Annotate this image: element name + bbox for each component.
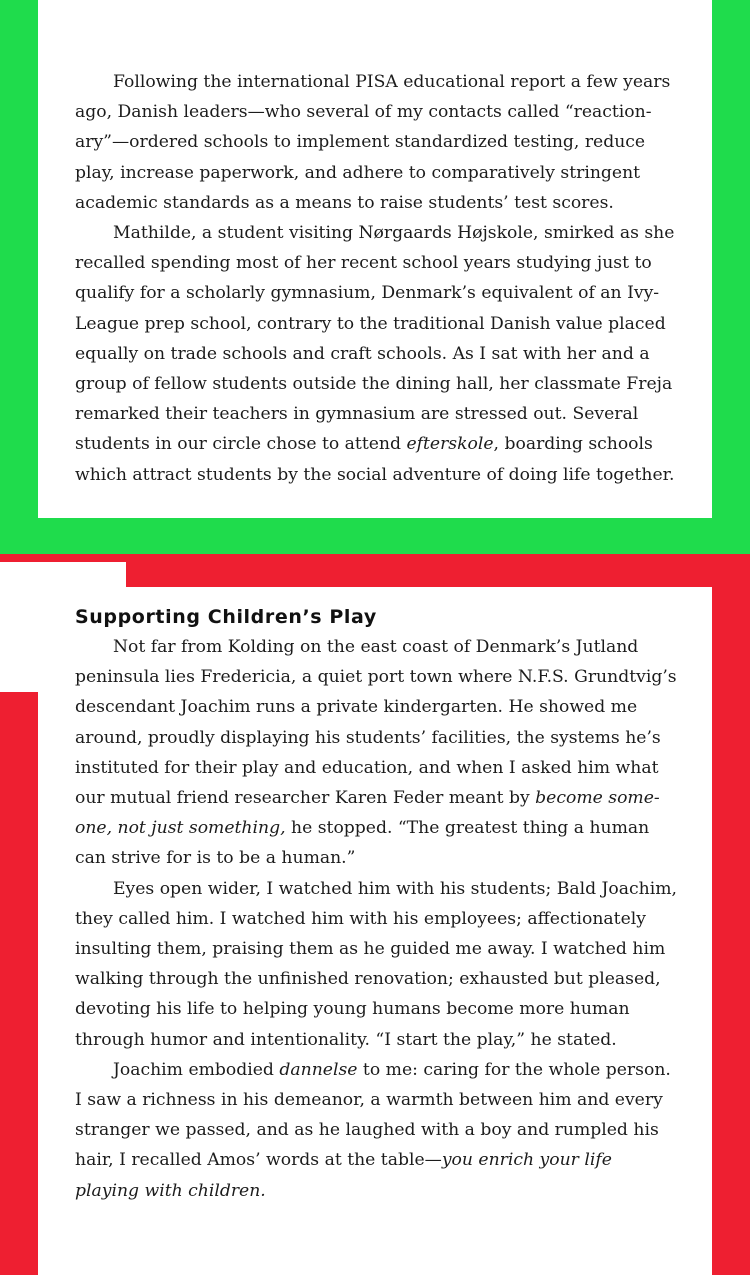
section-heading: Supporting Children’s Play bbox=[75, 606, 377, 628]
paragraph-text: Not far from Kolding on the east coast of Denmark’s Jutland peninsula lies Fredericia, a quiet port town where N.F.S. Grundtvig’s descendant Joachim runs a private kindergarten. He showed me around, proudly displaying his students’ facilities, the systems he’s instituted for their play and education, and when I asked him what our mutual friend researcher Karen Feder meant by bbox=[75, 637, 677, 809]
body-paragraph: Following the international PISA educational report a few years ago, Danish leaders—who several of my contacts called “reactionary”—ordered schools to implement standardized testing, reduce play, increase paperwork, and adhere to comparatively stringent academic standards as a means to raise students’ test scores. bbox=[75, 72, 671, 213]
paragraph-text: to me: caring for the whole person. I saw a richness in his demeanor, a warmth between him and every stranger we passed, and as he laughed with a boy and rumpled his hair, I recalled Amos’ words at the table— bbox=[75, 1059, 671, 1171]
body-paragraph: Eyes open wider, I watched him with his students; Bald Joachim, they called him. I watched him with his employees; affectionately insulting them, praising them as he guided me away. I watched him walking through the unfinished renovation; exhausted but pleased, devoting his life to helping young humans become more human through humor and intentionality. “I start the play,” he stated. bbox=[75, 878, 677, 1050]
bottom-section bbox=[75, 602, 677, 1206]
body-paragraph bbox=[75, 218, 677, 490]
top-section bbox=[75, 67, 677, 490]
emphasized-quote: become someone, not just something, bbox=[75, 788, 660, 839]
emphasized-term: dannelse bbox=[279, 1059, 358, 1080]
emphasized-term: efterskole bbox=[406, 434, 494, 455]
paragraph-text: he stopped. “The greatest thing a human can strive for is to be a human.” bbox=[75, 818, 650, 869]
body-paragraph bbox=[75, 1055, 677, 1206]
emphasized-quote: you enrich your life playing with children. bbox=[75, 1150, 612, 1201]
body-paragraph bbox=[75, 632, 677, 874]
paragraph-text: , boarding schools which attract students by the social adventure of doing life together. bbox=[75, 434, 675, 485]
paragraph-text: Mathilde, a student visiting Nørgaards Højskole, smirked as she recalled spending most of her recent school years studying just to qualify for a scholarly gymnasium, Denmark’s equivalent of an Ivy-League prep school, contrary to the traditional Danish value placed equally on trade schools and craft schools. As I sat with her and a group of fellow students outside the dining hall, her classmate Freja remarked their teachers in gymnasium are stressed out. Several students in our circle chose to attend bbox=[75, 223, 675, 455]
paragraph-text: Joachim embodied bbox=[113, 1059, 280, 1080]
